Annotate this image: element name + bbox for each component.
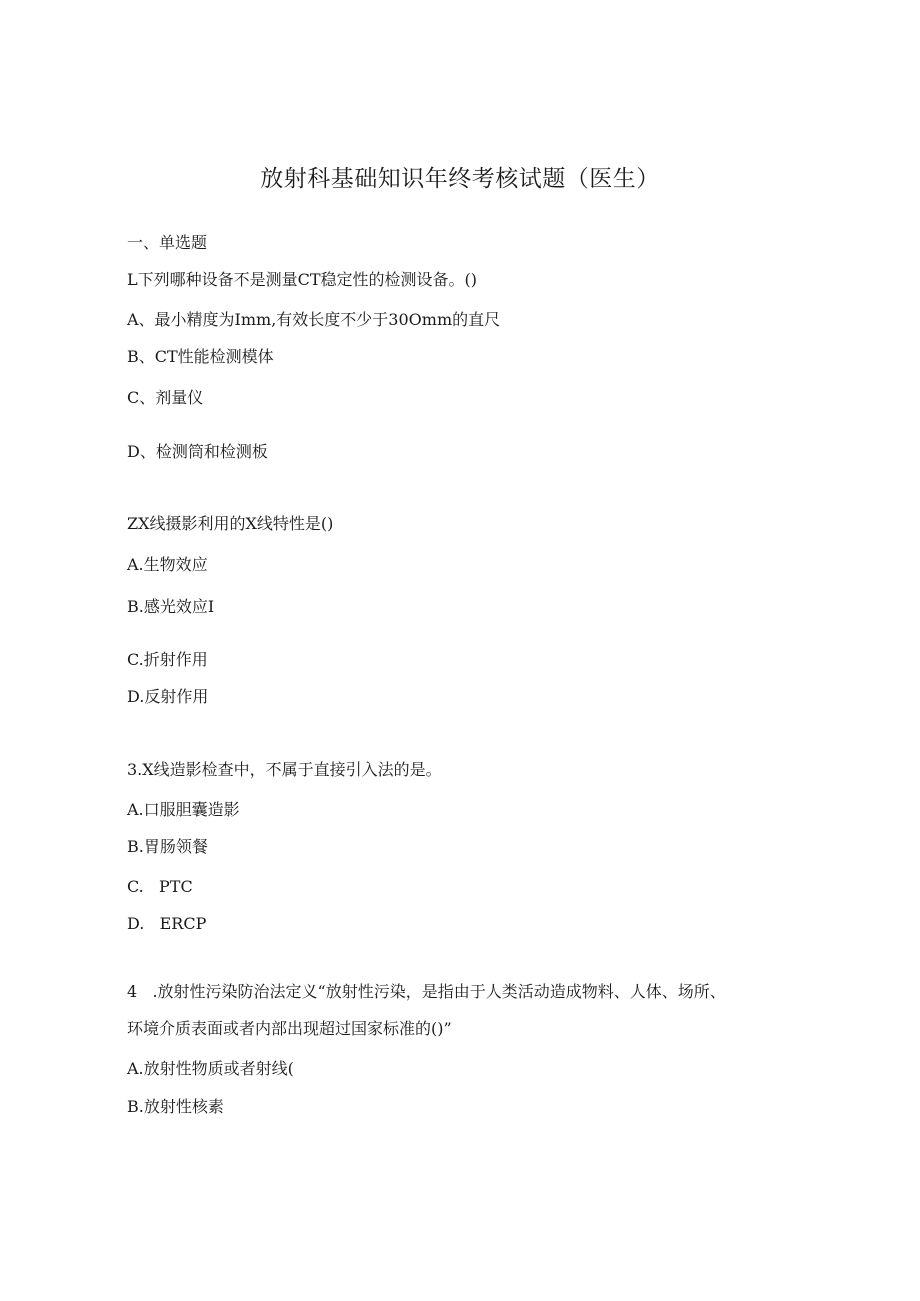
question-4-stem-line-2: 环境介质表面或者内部出现超过国家标准的()” — [127, 1019, 452, 1038]
question-1-stem: L下列哪种设备不是测量CT稳定性的检测设备。() — [127, 270, 478, 289]
question-1-option-a: A、最小精度为Imm,有效长度不少于30Omm的直尺 — [127, 310, 501, 329]
question-1-option-c: C、剂量仪 — [127, 388, 204, 407]
question-2-stem: ZX线摄影利用的X线特性是() — [127, 514, 334, 533]
section-heading: 一、单选题 — [127, 233, 208, 252]
question-3-stem: 3.X线造影检查中，不属于直接引入法的是。 — [127, 760, 442, 779]
question-4-option-b: B.放射性核素 — [127, 1097, 224, 1116]
question-3-option-c: C. PTC — [127, 877, 193, 896]
question-1-option-d: D、检测筒和检测板 — [127, 442, 268, 461]
question-2-option-a: A.生物效应 — [127, 555, 208, 574]
question-2-option-c: C.折射作用 — [127, 650, 208, 669]
document-title: 放射科基础知识年终考核试题（医生） — [260, 166, 660, 192]
question-1-option-b: B、CT性能检测模体 — [127, 347, 274, 366]
question-2-option-d: D.反射作用 — [127, 687, 209, 706]
question-2-option-b: B.感光效应I — [127, 597, 215, 616]
question-4-stem-line-1: 4 .放射性污染防治法定义“放射性污染，是指由于人类活动造成物料、人体、场所、 — [127, 982, 726, 1001]
question-4-option-a: A.放射性物质或者射线( — [127, 1059, 294, 1078]
question-3-option-d: D. ERCP — [127, 914, 207, 933]
question-3-option-b: B.胃肠领餐 — [127, 837, 208, 856]
question-3-option-a: A.口服胆囊造影 — [127, 800, 240, 819]
